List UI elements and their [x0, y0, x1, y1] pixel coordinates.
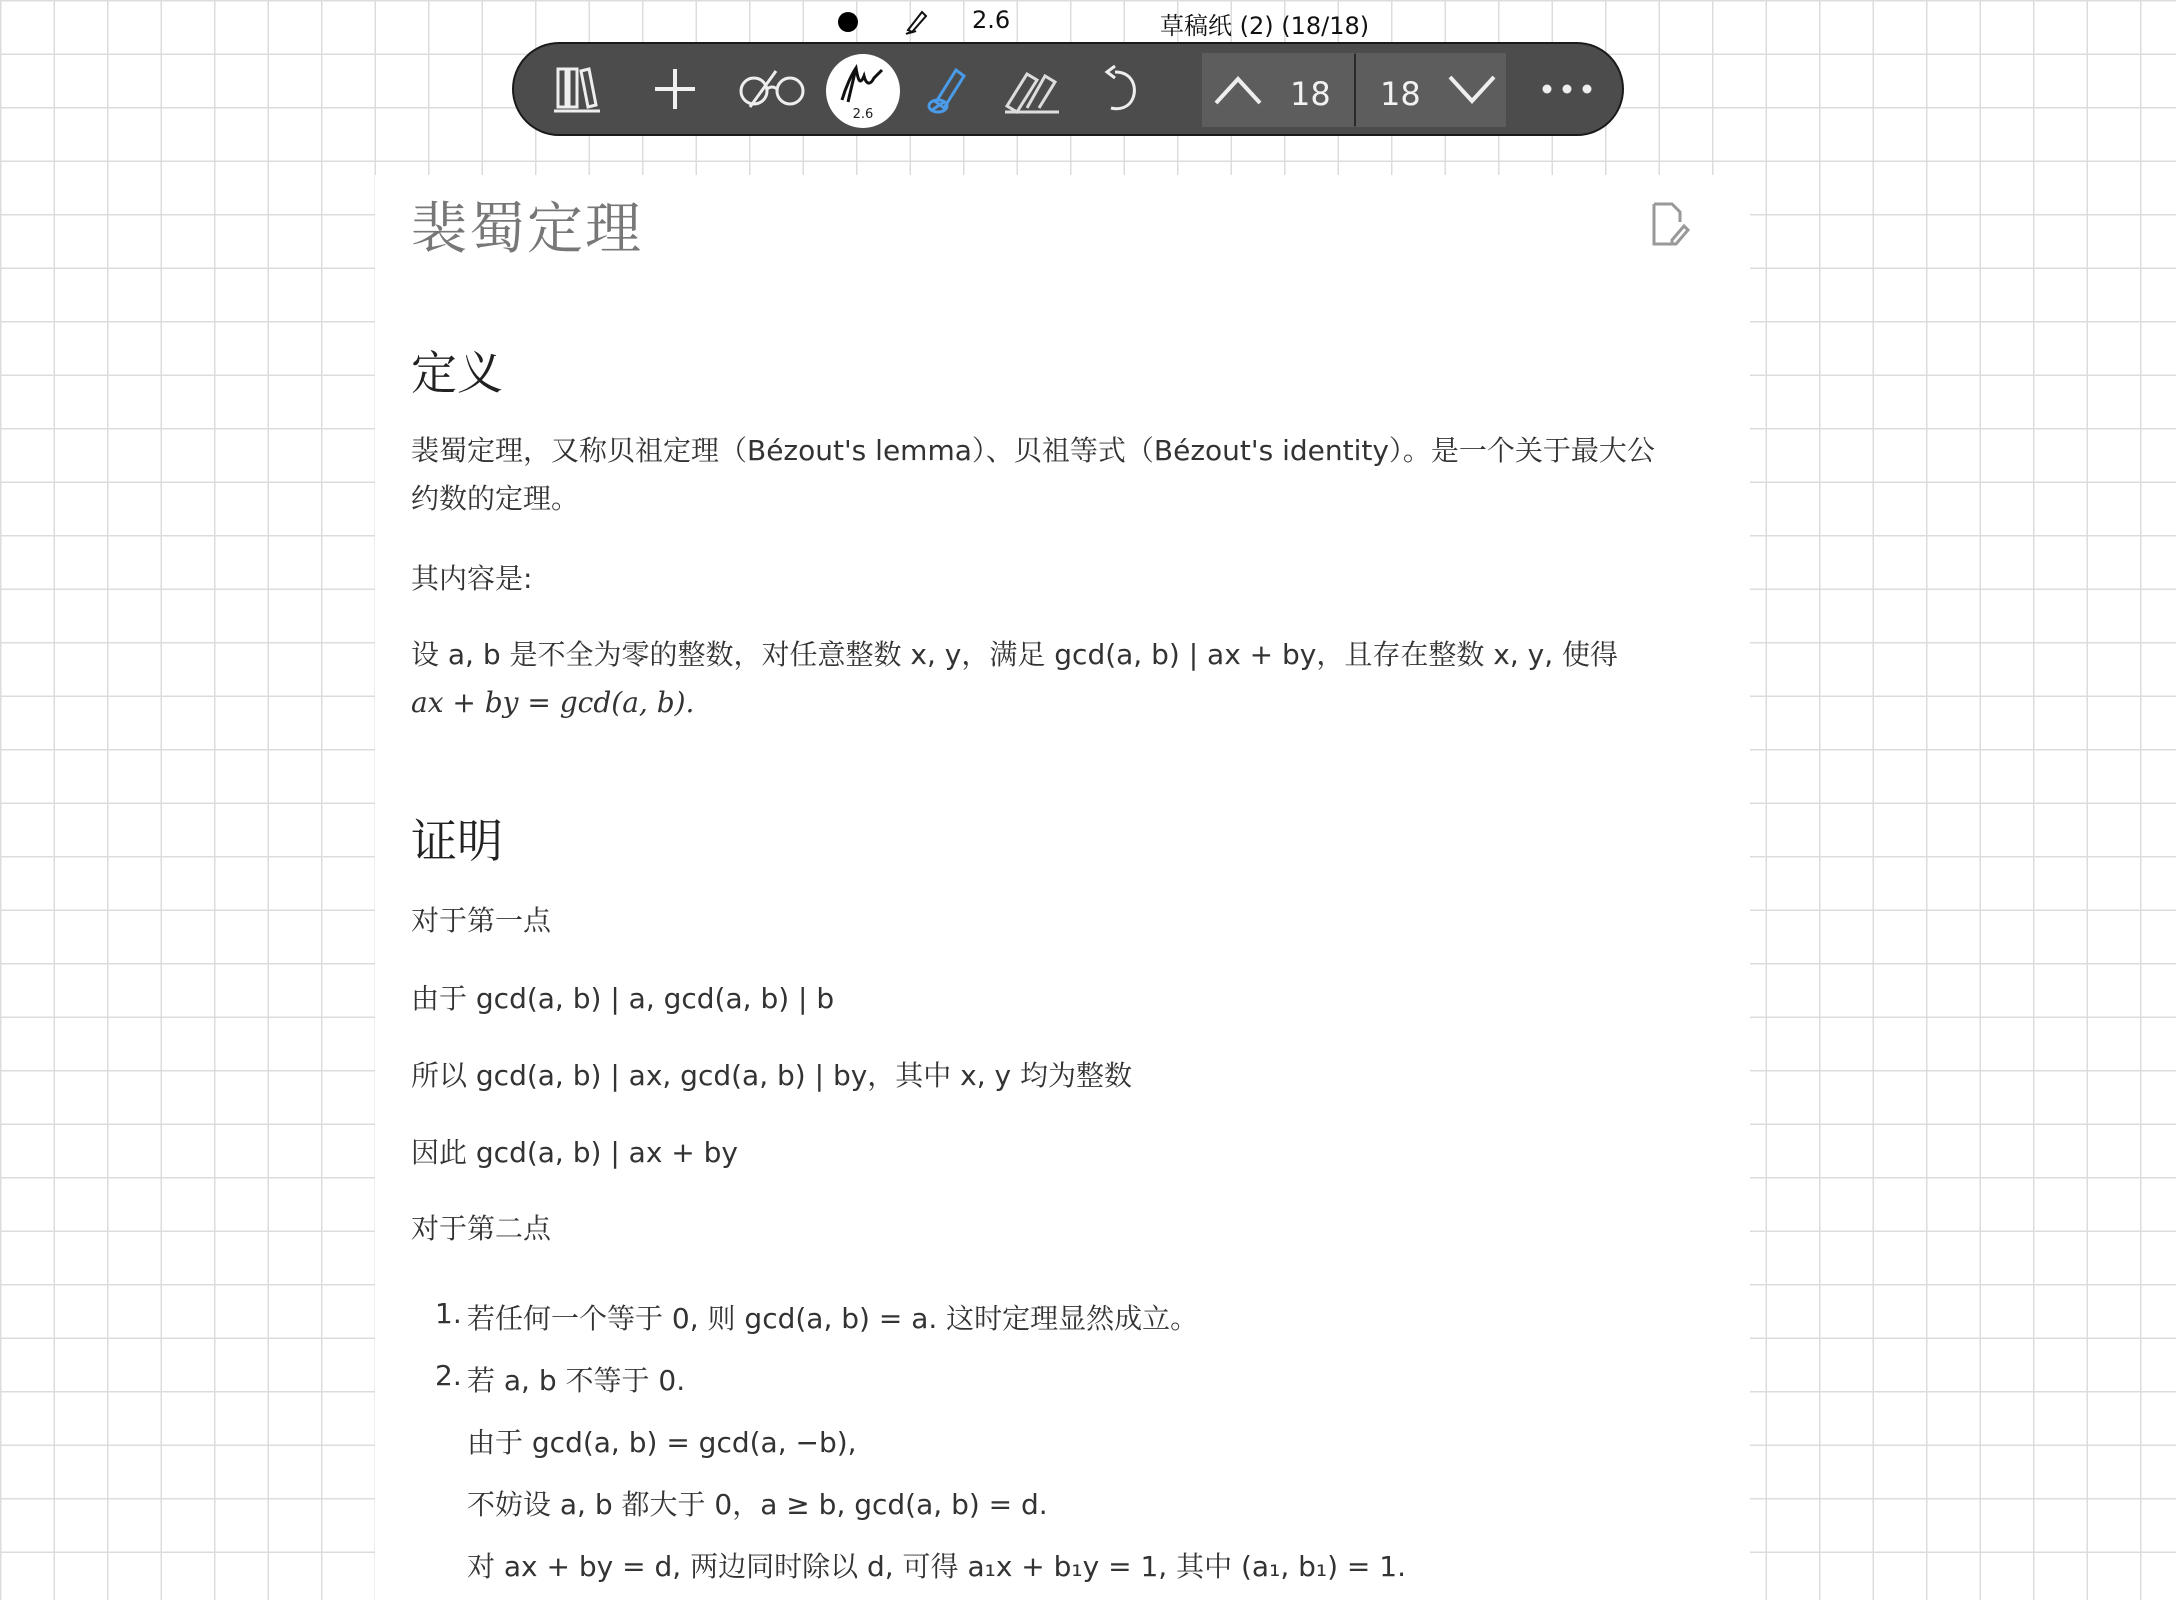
list-item-2-text: 若 a, b 不等于 0.	[467, 1364, 686, 1397]
document-page	[375, 175, 1750, 1600]
library-button[interactable]	[544, 44, 610, 134]
definition-paragraph-line-2: 约数的定理。	[411, 482, 580, 515]
glasses-icon	[736, 67, 808, 111]
more-icon	[1541, 83, 1593, 95]
library-icon	[552, 63, 602, 115]
pen-color-indicator	[838, 12, 858, 32]
page-down-number: 18	[1380, 75, 1421, 113]
definition-paragraph-line-1: 裴蜀定理，又称贝祖定理（Bézout's lemma）、贝祖等式（Bézout's identity）。是一个关于最大公	[411, 434, 1655, 467]
list-item-number: 2.	[435, 1359, 462, 1392]
proof-line-1: 由于 gcd(a, b) | a, gcd(a, b) | b	[411, 982, 835, 1015]
eraser-pen-button[interactable]	[994, 44, 1074, 134]
pen-icon	[902, 6, 932, 36]
pen-tool-button[interactable]	[826, 54, 900, 128]
undo-icon	[1099, 64, 1143, 114]
list-item-2-line-2: 不妨设 a, b 都大于 0，a ≥ b, gcd(a, b) = d.	[467, 1488, 1048, 1521]
next-page-button[interactable]	[1356, 53, 1506, 127]
toolbar	[512, 42, 1624, 136]
undo-button[interactable]	[1088, 44, 1154, 134]
section-heading-definition: 定义	[411, 346, 503, 400]
active-pen-size: 2.6	[852, 107, 874, 122]
read-mode-button[interactable]	[734, 44, 810, 134]
page-title: 裴蜀定理	[411, 197, 643, 262]
list-item-2-line-3: 对 ax + by = d, 两边同时除以 d, 可得 a₁x + b₁y = 1, 其中 (a₁, b₁) = 1.	[467, 1550, 1407, 1583]
highlighter-icon	[922, 62, 972, 116]
list-item-2-line-1: 由于 gcd(a, b) = gcd(a, −b),	[467, 1426, 857, 1459]
plus-icon	[651, 65, 699, 113]
theorem-statement-line-1: 设 a, b 是不全为零的整数，对任意整数 x, y，满足 gcd(a, b) | ax + by，且存在整数 x, y, 使得	[411, 638, 1619, 671]
page-up-number: 18	[1290, 75, 1331, 113]
highlighter-button[interactable]	[914, 44, 980, 134]
edit-document-icon[interactable]	[1650, 200, 1690, 248]
eraser-pen-icon	[1001, 62, 1067, 116]
section-heading-proof: 证明	[411, 814, 503, 868]
first-point-label: 对于第一点	[411, 904, 552, 937]
proof-line-3: 因此 gcd(a, b) | ax + by	[411, 1136, 738, 1169]
document-title: 草稿纸 (2) (18/18)	[1160, 12, 1370, 40]
pen-size-value: 2.6	[972, 6, 1011, 34]
second-point-label: 对于第二点	[411, 1212, 552, 1245]
list-item-1-text: 若任何一个等于 0, 则 gcd(a, b) = a. 这时定理显然成立。	[467, 1302, 1199, 1335]
prev-page-button[interactable]	[1202, 53, 1354, 127]
add-button[interactable]	[642, 44, 708, 134]
theorem-statement-line-2: ax + by = gcd(a, b).	[411, 686, 695, 719]
proof-line-2: 所以 gcd(a, b) | ax, gcd(a, b) | by，其中 x, y 均为整数	[411, 1059, 1133, 1092]
list-item-number: 1.	[435, 1297, 462, 1330]
chevron-down-icon	[1446, 73, 1498, 107]
more-button[interactable]	[1534, 44, 1600, 134]
status-bar	[0, 0, 2176, 44]
content-label: 其内容是:	[411, 562, 533, 595]
chevron-up-icon	[1212, 73, 1264, 107]
